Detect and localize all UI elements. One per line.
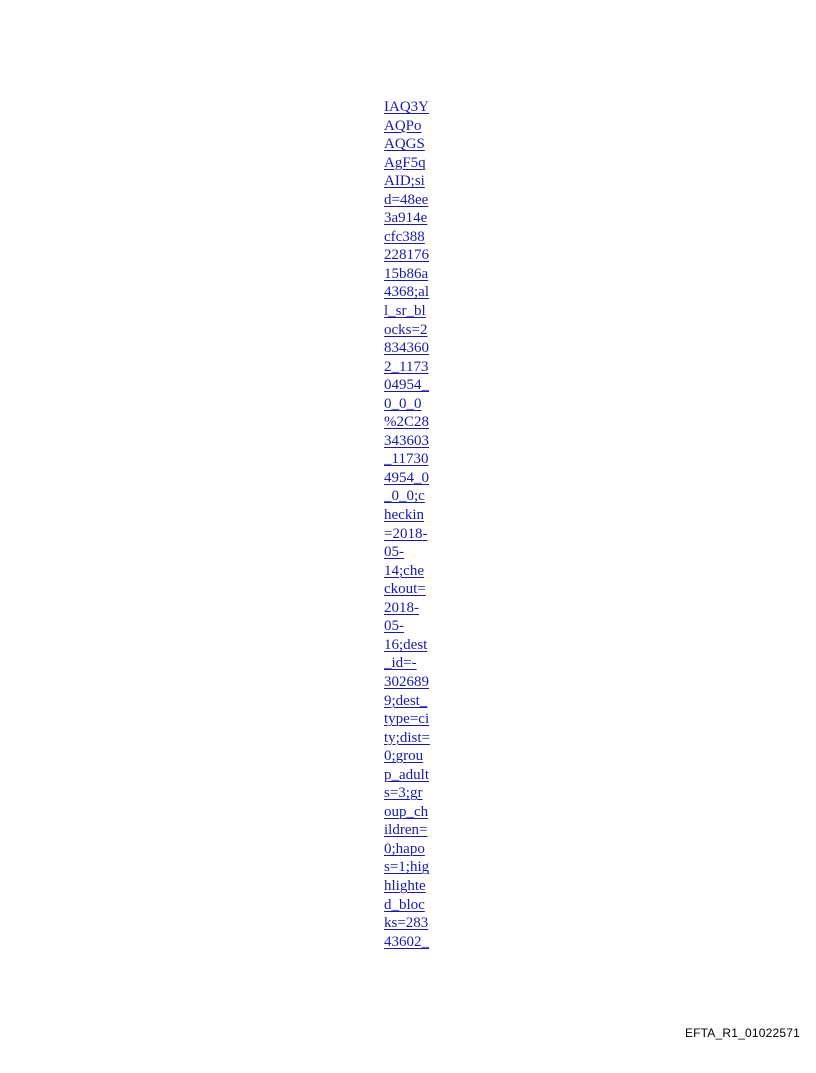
url-fragment-line[interactable]: %2C28 bbox=[384, 414, 429, 431]
wrapped-url-link[interactable] bbox=[384, 98, 454, 951]
url-fragment-line[interactable]: 4954_0 bbox=[384, 469, 429, 486]
url-fragment-line[interactable]: 2_1173 bbox=[384, 358, 429, 375]
url-fragment-line[interactable]: 04954_ bbox=[384, 377, 429, 394]
url-fragment-line[interactable]: AQPo bbox=[384, 117, 422, 134]
url-fragment-line[interactable]: 14;che bbox=[384, 562, 424, 579]
document-id-stamp: EFTA_R1_01022571 bbox=[684, 1026, 800, 1040]
url-fragment-line[interactable]: ckout= bbox=[384, 581, 426, 598]
url-fragment-line[interactable]: AgF5q bbox=[384, 154, 426, 171]
url-fragment-line[interactable]: 0_0_0 bbox=[384, 395, 422, 412]
url-fragment-line[interactable]: d_bloc bbox=[384, 896, 425, 913]
url-fragment-line[interactable]: cfc388 bbox=[384, 228, 425, 245]
url-fragment-line[interactable]: AQGS bbox=[384, 136, 425, 153]
url-fragment-line[interactable]: 9;dest_ bbox=[384, 692, 428, 709]
url-fragment-line[interactable]: ildren= bbox=[384, 822, 428, 839]
url-fragment-line[interactable]: AID;si bbox=[384, 173, 425, 190]
url-fragment-line[interactable]: 4368;al bbox=[384, 284, 429, 301]
url-fragment-line[interactable]: _id=- bbox=[384, 655, 417, 672]
url-fragment-line[interactable]: =2018- bbox=[384, 525, 428, 542]
url-fragment-line[interactable]: 0;hapo bbox=[384, 840, 425, 857]
url-fragment-line[interactable]: 302689 bbox=[384, 673, 429, 690]
url-fragment-line[interactable]: 228176 bbox=[384, 247, 429, 264]
url-fragment-line[interactable]: ks=283 bbox=[384, 915, 429, 932]
url-fragment-line[interactable]: ocks=2 bbox=[384, 321, 428, 338]
url-fragment-line[interactable]: heckin bbox=[384, 507, 424, 524]
url-fragment-line[interactable]: 16;dest bbox=[384, 636, 428, 653]
url-fragment-line[interactable]: ty;dist= bbox=[384, 729, 430, 746]
url-fragment-line[interactable]: p_adult bbox=[384, 766, 429, 783]
url-fragment-line[interactable]: 05- bbox=[384, 544, 404, 561]
url-fragment-line[interactable]: _0_0;c bbox=[384, 488, 425, 505]
url-fragment-line[interactable]: IAQ3Y bbox=[384, 99, 429, 115]
url-fragment-line[interactable]: 43602_ bbox=[384, 933, 429, 950]
url-fragment-line[interactable]: s=3;gr bbox=[384, 785, 423, 802]
url-fragment-line[interactable]: 343603 bbox=[384, 432, 429, 449]
url-fragment-line[interactable]: 15b86a bbox=[384, 265, 429, 282]
url-fragment-line[interactable]: 05- bbox=[384, 618, 404, 635]
url-fragment-line[interactable]: 834360 bbox=[384, 340, 429, 357]
url-fragment-line[interactable]: 3a914e bbox=[384, 210, 428, 227]
url-fragment-line[interactable]: l_sr_bl bbox=[384, 303, 426, 320]
url-fragment-line[interactable]: type=ci bbox=[384, 711, 430, 728]
url-fragment-line[interactable]: oup_ch bbox=[384, 803, 429, 820]
url-fragment-line[interactable]: 0;grou bbox=[384, 748, 424, 765]
url-fragment-line[interactable]: 2018- bbox=[384, 599, 419, 616]
url-fragment-line[interactable]: d=48ee bbox=[384, 191, 429, 208]
url-fragment-line[interactable]: hlighte bbox=[384, 877, 426, 894]
url-fragment-line[interactable]: s=1;hig bbox=[384, 859, 430, 876]
url-fragment-line[interactable]: _11730 bbox=[384, 451, 429, 468]
